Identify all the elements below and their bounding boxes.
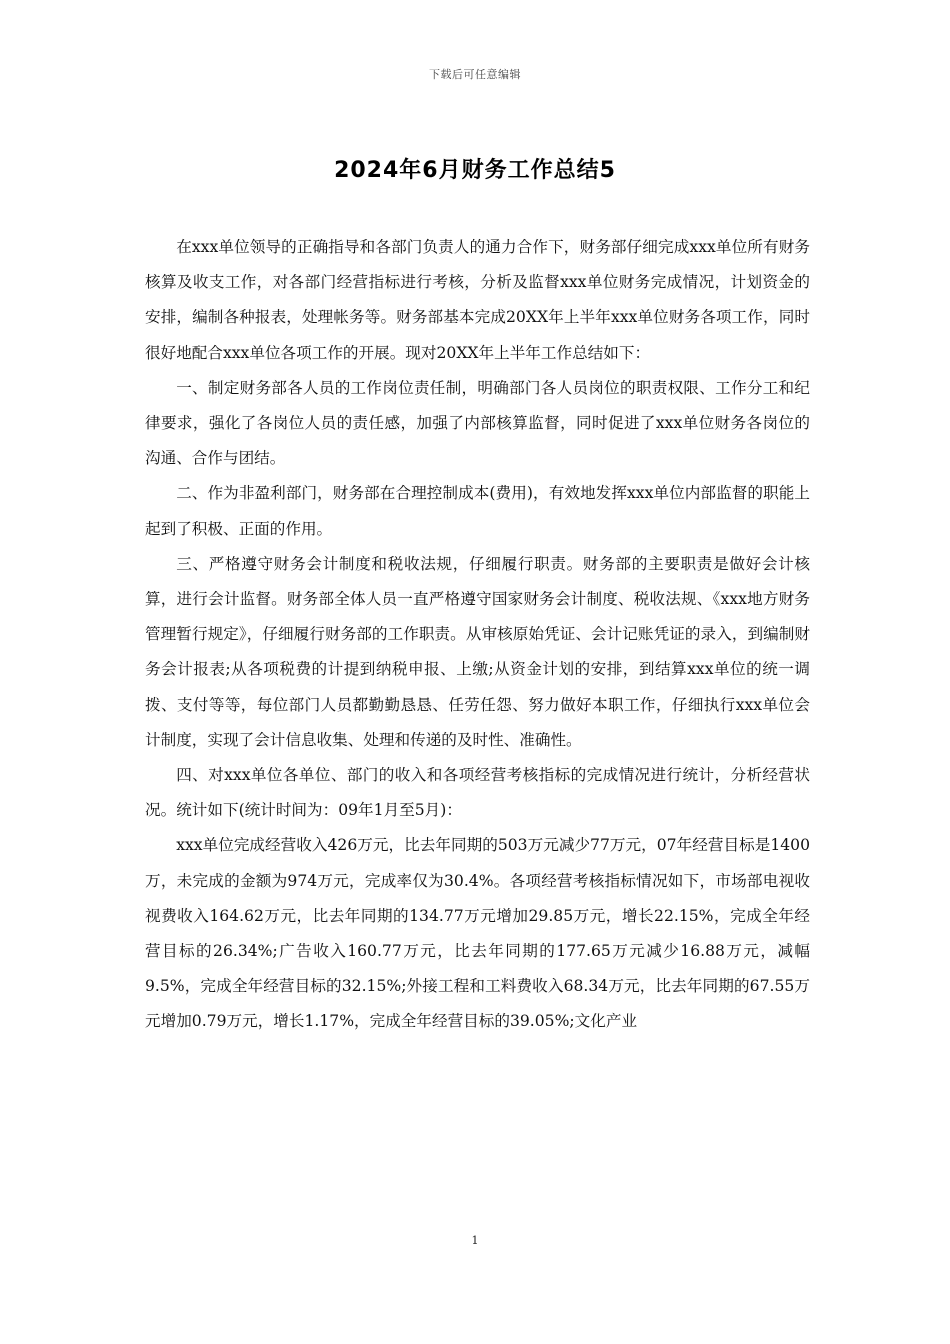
paragraph-section-1: 一、制定财务部各人员的工作岗位责任制，明确部门各人员岗位的职责权限、工作分工和纪律要求，强化了各岗位人员的责任感，加强了内部核算监督，同时促进了xxx单位财务各岗位的沟通、合作与团结。: [145, 378, 810, 468]
paragraph-section-3: 三、严格遵守财务会计制度和税收法规，仔细履行职责。财务部的主要职责是做好会计核算，进行会计监督。财务部全体人员一直严格遵守国家财务会计制度、税收法规、《xxx地方财务管理暂行规定》，仔细履行财务部的工作职责。从审核原始凭证、会计记账凭证的录入，到编制财务会计报表;从各项税费的计提到纳税申报、上缴;从资金计划的安排，到结算xxx单位的统一调拨、支付等等，每位部门人员都勤勤恳恳、任劳任怨、努力做好本职工作，仔细执行xxx单位会计制度，实现了会计信息收集、处理和传递的及时性、准确性。: [145, 554, 810, 749]
page-number: 1: [471, 1234, 479, 1247]
paragraph-statistics: xxx单位完成经营收入426万元，比去年同期的503万元减少77万元，07年经营目标是1400万，未完成的金额为974万元，完成率仅为30.4%。各项经营考核指标情况如下，市场部电视收视费收入164.62万元，比去年同期的134.77万元增加29.85万元，增长22.15%，完成全年经营目标的26.34%;广告收入160.77万元，比去年同期的177.65万元减少16.88万元，减幅9.5%，完成全年经营目标的32.15%;外接工程和工料费收入68.34万元，比去年同期的67.55万元增加0.79万元，增长1.17%，完成全年经营目标的39.05%;文化产业: [145, 836, 810, 1031]
paragraph-section-2: 二、作为非盈利部门，财务部在合理控制成本(费用)，有效地发挥xxx单位内部监督的职能上起到了积极、正面的作用。: [145, 484, 810, 538]
paragraph-intro: 在xxx单位领导的正确指导和各部门负责人的通力合作下，财务部仔细完成xxx单位所有财务核算及收支工作，对各部门经营指标进行考核，分析及监督xxx单位财务完成情况，计划资金的安排，编制各种报表，处理帐务等。财务部基本完成20XX年上半年xxx单位财务各项工作，同时很好地配合xxx单位各项工作的开展。现对20XX年上半年工作总结如下：: [145, 238, 810, 362]
document-body: [145, 230, 810, 1040]
document-title: 2024年6月财务工作总结5: [334, 158, 616, 183]
header-note: 下载后可任意编辑: [429, 68, 521, 81]
paragraph-section-4: 四、对xxx单位各单位、部门的收入和各项经营考核指标的完成情况进行统计，分析经营状况。统计如下(统计时间为：09年1月至5月)：: [145, 766, 810, 820]
